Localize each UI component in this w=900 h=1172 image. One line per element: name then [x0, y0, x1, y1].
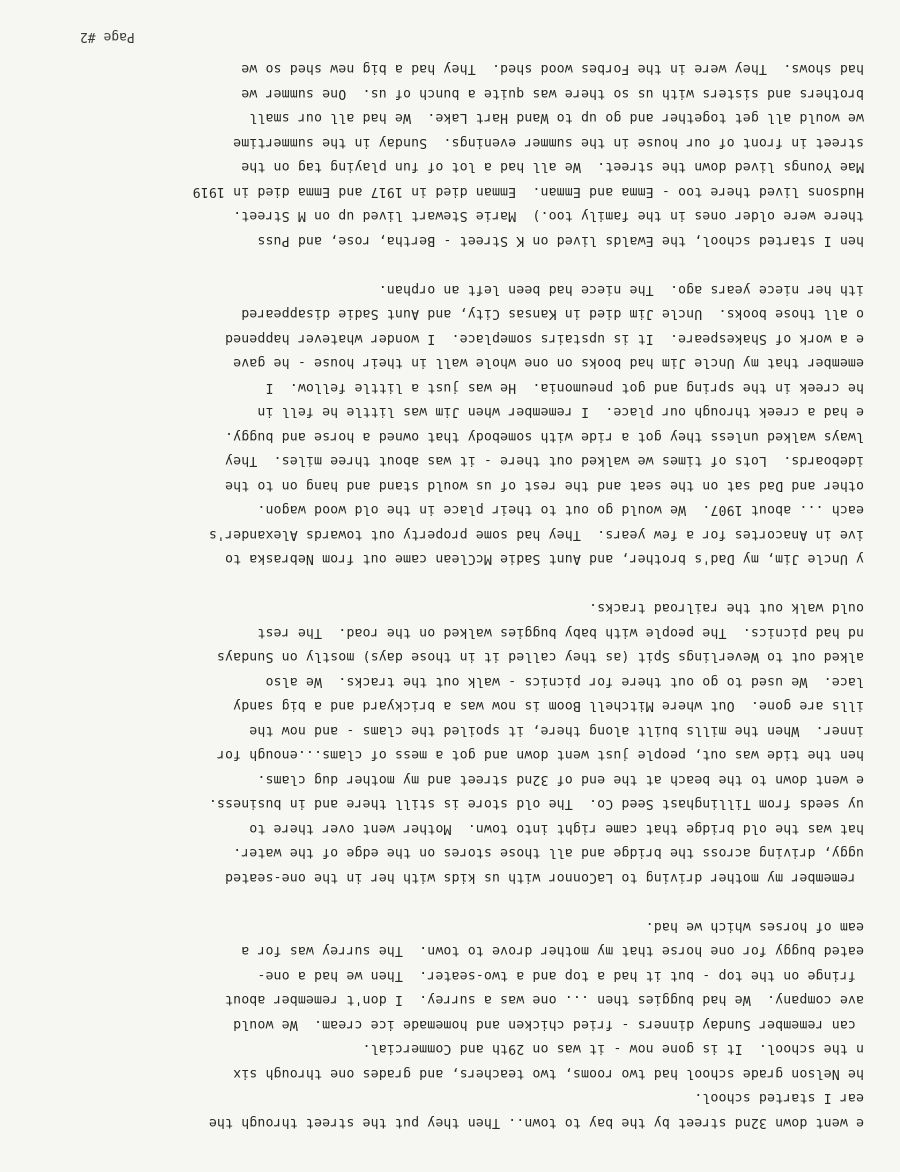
text-line: ive in Anacortes for a few years. They had some property out towards Alexander's — [208, 527, 864, 542]
text-line: he creek in the spring and got pneumonia. He was just a little fellow. I — [265, 380, 864, 395]
text-line: fringe on the top - but it had a top and a two-seater. Then we had a one- — [257, 968, 864, 983]
text-line: uy seeds from Tillinghast Seed Co. The old store is still there and in business. — [208, 796, 864, 812]
text-line: hat was the old bridge that came right into town. Mother went over there to — [249, 821, 864, 836]
text-line: ith her niece years ago. The niece had been left an orphan. — [378, 282, 864, 297]
text-line: other and Dad sat on the seat and the rest of us would stand and hang on to the — [224, 478, 864, 493]
text-line: eam of horses which we had. — [645, 919, 864, 934]
text-line: e a work of Shakespeare. It is upstairs someplace. I wonder whatever happened — [224, 331, 864, 346]
text-line: ave company. We had buggies then ... one was a surrey. I don't remember about — [224, 992, 864, 1008]
text-line: nd had picnics. The people with baby buggies walked on the road. The rest — [257, 625, 864, 640]
text-line: he Nelson grade school had two rooms, two teachers, and grades one through six — [233, 1066, 864, 1081]
text-line: we would all get together and go up to Wand Hart Lake. We had all our small — [249, 110, 864, 126]
paragraph-gap — [4, 252, 864, 277]
text-line: can remember Sunday dinners - fried chicken and homemade ice cream. We would — [233, 1017, 864, 1032]
page-number: Page #2 — [80, 29, 135, 44]
text-line: there were older ones in the family too.) Marie Stewart lived up on M Street. — [233, 208, 864, 224]
text-line: hen the tide was out, people just went down and got a mess of clams...enough for — [216, 747, 864, 763]
text-line: ills are gone. Out where Mitchell Boom is now was a brickyard and a big sandy — [233, 698, 864, 714]
text-line: eated buggy for one horse that my mother drove to town. The surrey was for a — [241, 943, 864, 959]
text-line: ear I started school. — [694, 1090, 864, 1106]
text-line: remember my mother driving to LaConnor with us kids with her in the one-seated — [224, 870, 864, 885]
text-line: ould walk out the railroad tracks. — [588, 600, 864, 616]
text-line: Mae Youngs lived down the street. We all had a lot of fun playing tag on the — [241, 159, 864, 175]
text-line: lace. We used to go out there for picnics - walk out the tracks. We also — [265, 674, 864, 689]
text-line: ideboards. Lots of times we walked out there - it was about three miles. They — [224, 453, 864, 469]
text-line: e had a creek through our place. I remember when Jim was little he fell in — [257, 404, 864, 420]
text-line: e went down 32nd street by the bay to town.. Then they put the street through the — [208, 1115, 864, 1130]
text-line: Hudsons lived there too - Emma and Emman. Emman died in 1917 and Emma died in 1919 — [192, 184, 864, 199]
text-line: n the school. It is gone now - it was on 29th and Commercial. — [362, 1041, 864, 1057]
text-line: street in front of our house in the summer evenings. Sunday in the summertime — [233, 135, 864, 150]
paragraph-gap — [4, 889, 864, 914]
text-line: o all those books. Uncle Jim died in Kansas City, and Aunt Sadie disappeared — [241, 306, 864, 322]
text-body — [4, 56, 864, 1134]
text-line: each ... about 1907. We would go out to their place in the old wood wagon. — [257, 502, 864, 518]
text-line: y Uncle Jim, my Dad's brother, and Aunt Sadie McClean came out from Nebraska to — [224, 551, 864, 567]
text-line: e went down to the beach at the end of 32nd street and my mother dug clams. — [257, 772, 864, 787]
text-line: brothers and sisters with us so there was quite a bunch of us. One summer we — [241, 86, 864, 101]
text-line: inner. When the mills built along there, it spoiled the clams - and now the — [249, 723, 864, 738]
text-line: emember that my Uncle Jim had books on one whole wall in their house - he gave — [233, 355, 864, 371]
paragraph-gap — [4, 571, 864, 596]
text-line: had shows. They were in the Forbes wood shed. They had a big new shed so we — [241, 61, 864, 77]
text-line: hen I started school, the Ewalds lived on K Street - Bertha, rose, and Puss — [257, 233, 864, 248]
text-line: uggy, driving across the bridge and all those stores on the edge of the water. — [233, 845, 864, 861]
text-line: lways walked unless they got a ride with somebody that owned a horse and buggy. — [224, 429, 864, 444]
text-line: alked out to Weverlings Spit (as they called it in those days) mostly on Sundays — [216, 649, 864, 665]
